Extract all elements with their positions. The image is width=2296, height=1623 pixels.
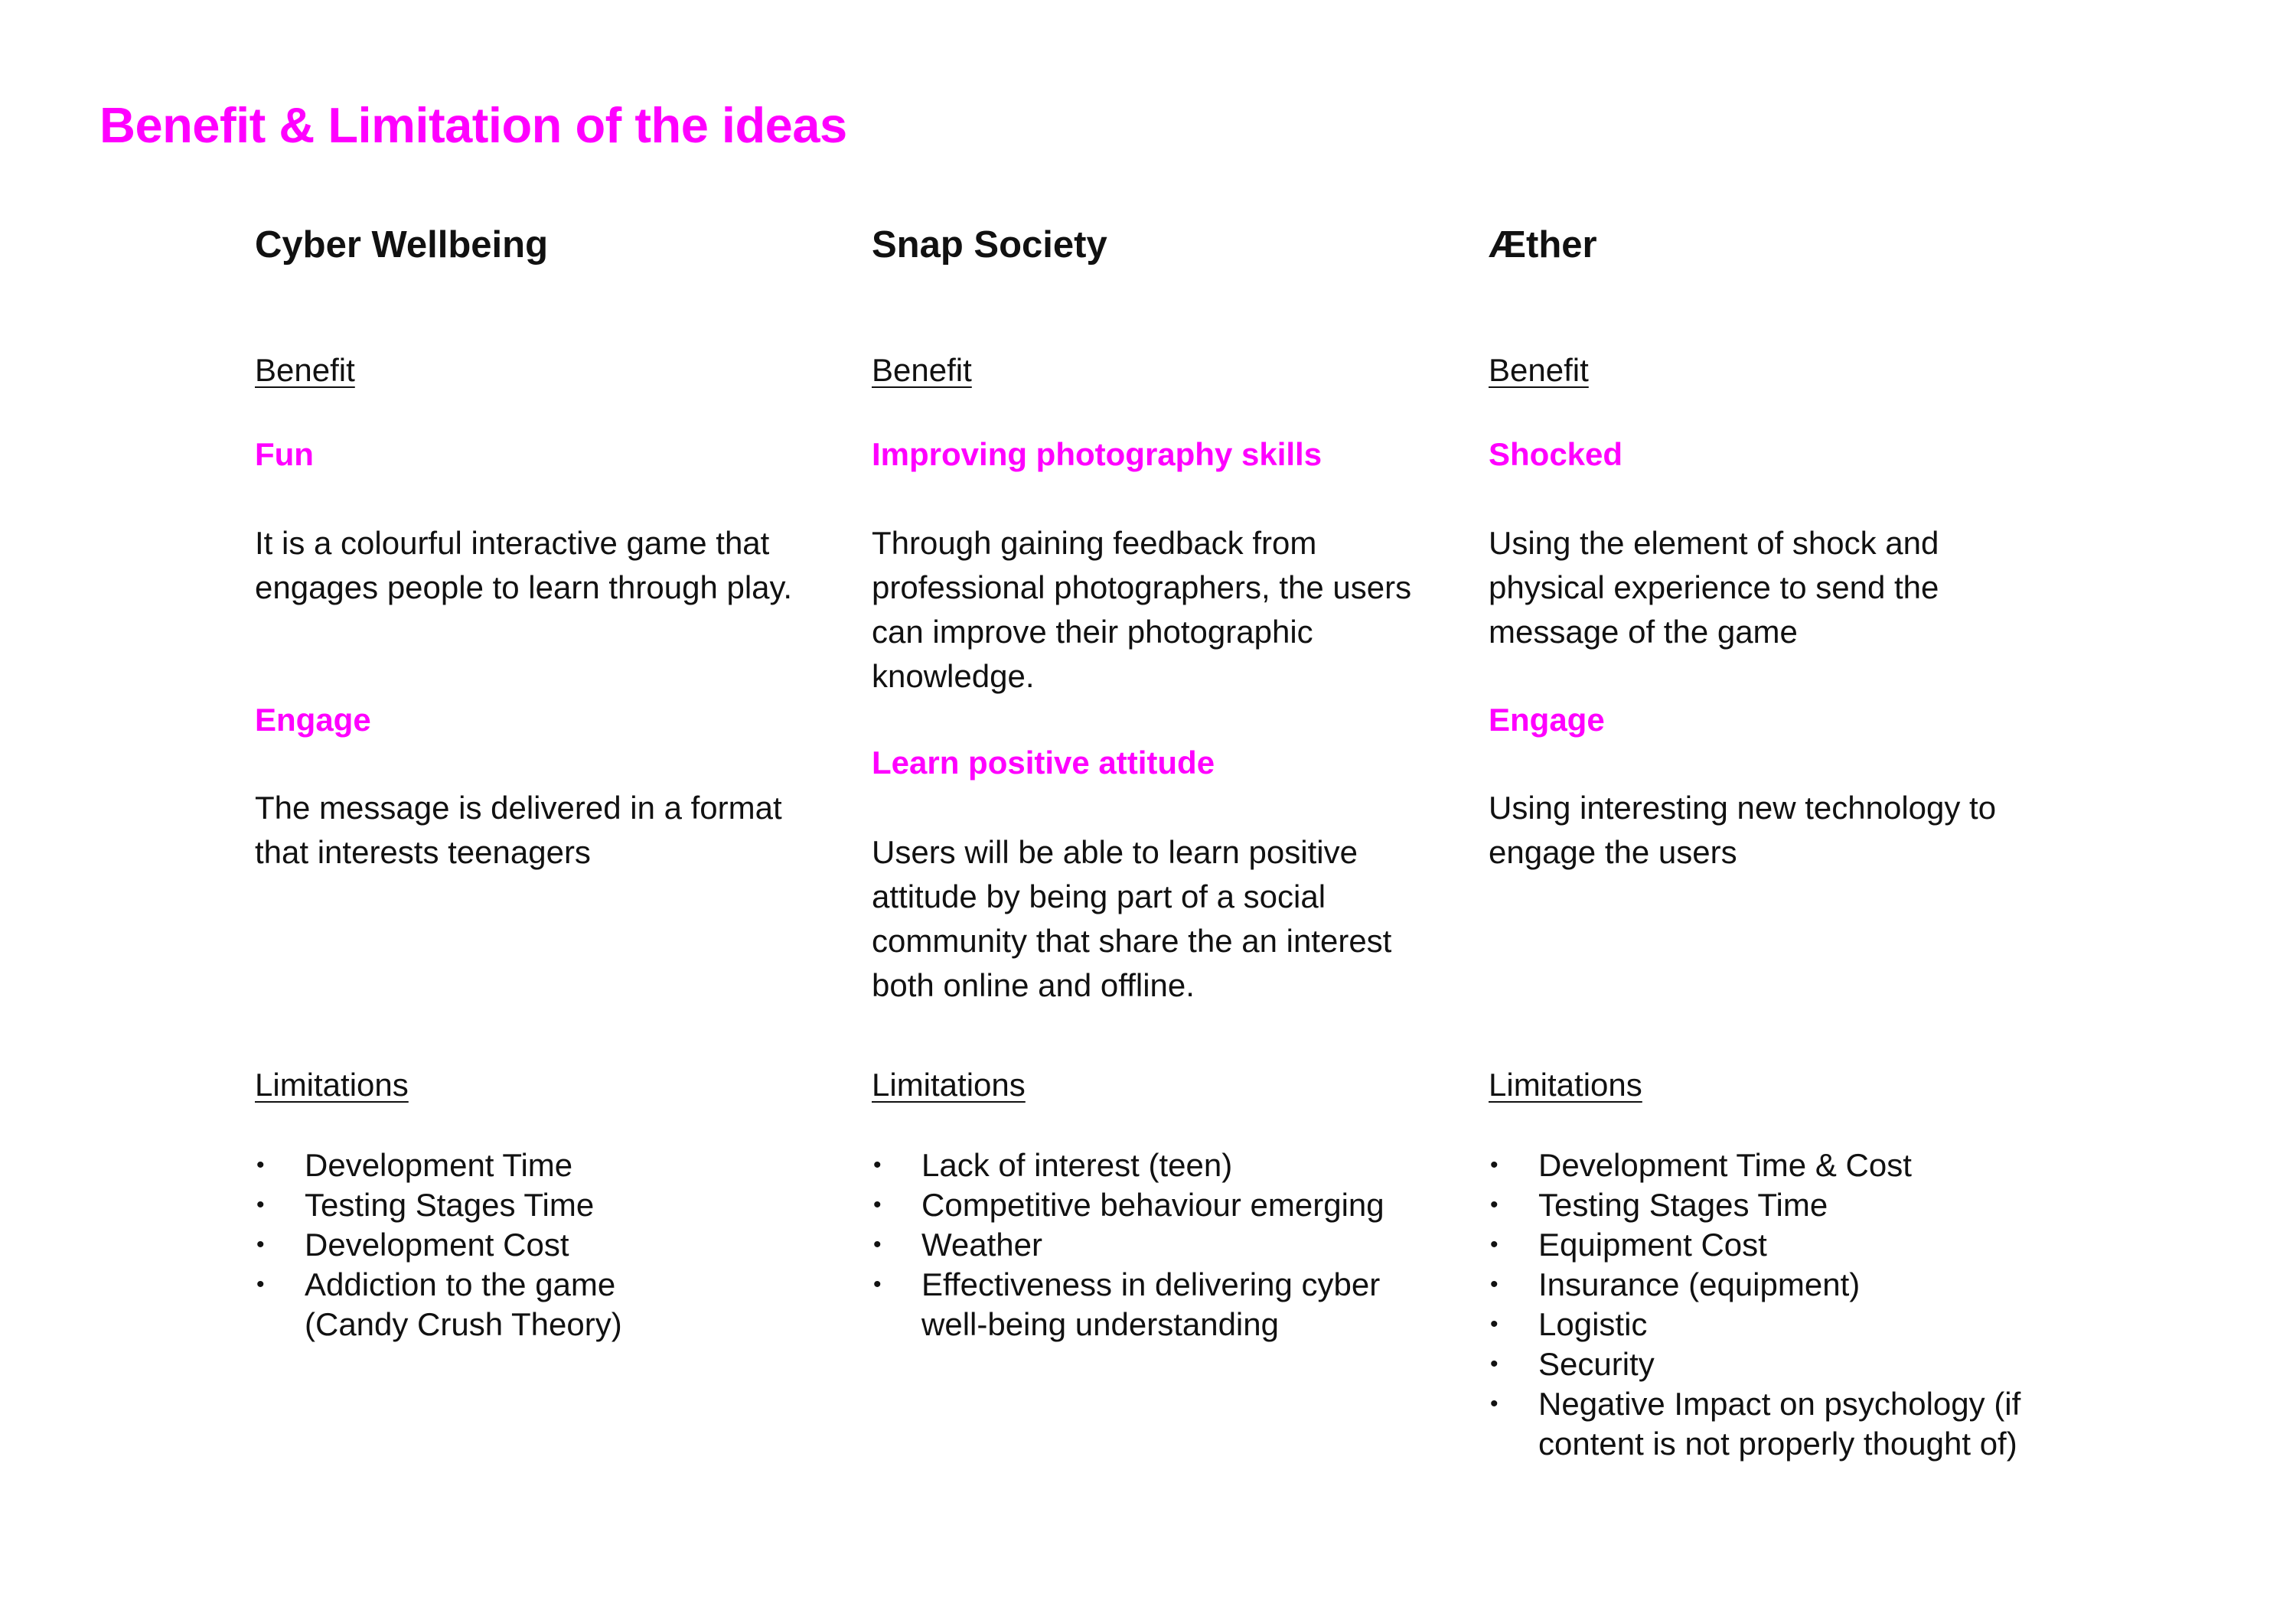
list-item: • Addiction to the game (Candy Crush Theory) <box>256 1266 622 1342</box>
benefit-label: Benefit <box>872 352 972 388</box>
list-item: • Insurance (equipment) <box>1489 1265 2070 1305</box>
benefit-heading: Improving photography skills <box>872 436 1322 472</box>
benefit-text: Using interesting new technology to engage the users <box>1489 790 1997 870</box>
benefit-heading: Engage <box>1489 702 1605 738</box>
column-title: Snap Society <box>872 224 1107 266</box>
column-snap-society <box>872 0 1453 1623</box>
column-title: Æther <box>1489 224 1597 266</box>
bullet-icon: • <box>256 1232 265 1257</box>
list-item: • Weather <box>872 1225 1453 1265</box>
bullet-icon: • <box>1490 1312 1499 1337</box>
bullet-icon: • <box>873 1192 882 1217</box>
list-item: • Development Time & Cost <box>1489 1146 2070 1185</box>
benefit-label: Benefit <box>1489 352 1589 388</box>
bullet-icon: • <box>873 1232 882 1257</box>
limitations-list <box>872 1146 1453 1344</box>
benefit-label: Benefit <box>255 352 355 388</box>
list-item: • Development Time <box>255 1146 837 1185</box>
list-item: • Testing Stages Time <box>255 1185 837 1225</box>
column-aether <box>1489 0 2070 1623</box>
limitations-label: Limitations <box>1489 1067 1642 1103</box>
list-item: • Testing Stages Time <box>1489 1185 2070 1225</box>
list-item: • Development Cost <box>255 1225 837 1265</box>
bullet-icon: • <box>256 1192 265 1217</box>
list-item: • Competitive behaviour emerging <box>872 1185 1453 1225</box>
bullet-icon: • <box>256 1272 265 1297</box>
bullet-icon: • <box>256 1152 265 1178</box>
benefit-heading: Learn positive attitude <box>872 745 1215 781</box>
page-title: Benefit & Limitation of the ideas <box>99 97 847 153</box>
bullet-icon: • <box>873 1272 882 1297</box>
bullet-icon: • <box>1490 1192 1499 1217</box>
benefit-text: The message is delivered in a format that interests teenagers <box>255 790 782 870</box>
benefit-heading: Shocked <box>1489 436 1623 472</box>
limitations-list <box>255 1146 837 1344</box>
benefit-text: It is a colourful interactive game that engages people to learn through play. <box>255 525 793 605</box>
bullet-icon: • <box>1490 1351 1499 1377</box>
column-title: Cyber Wellbeing <box>255 224 549 266</box>
column-cyber-wellbeing <box>255 0 837 1623</box>
list-item: • Security <box>1489 1344 2070 1384</box>
benefit-text: Users will be able to learn positive attitude by being part of a social community that share the an interest both online and offline. <box>872 834 1392 1003</box>
limitations-label: Limitations <box>255 1067 409 1103</box>
benefit-text: Using the element of shock and physical experience to send the message of the game <box>1489 525 1939 650</box>
bullet-icon: • <box>1490 1152 1499 1178</box>
benefit-heading: Engage <box>255 702 371 738</box>
bullet-icon: • <box>1490 1391 1499 1416</box>
bullet-icon: • <box>1490 1232 1499 1257</box>
bullet-icon: • <box>1490 1272 1499 1297</box>
list-item: • Lack of interest (teen) <box>872 1146 1453 1185</box>
list-item: • Effectiveness in delivering cyber well-being understanding <box>873 1266 1381 1342</box>
benefit-text: Through gaining feedback from professional photographers, the users can improve their photographic knowledge. <box>872 525 1412 694</box>
list-item: • Logistic <box>1489 1305 2070 1344</box>
list-item: • Negative Impact on psychology (if content is not properly thought of) <box>1490 1386 2021 1462</box>
limitations-label: Limitations <box>872 1067 1026 1103</box>
benefit-heading: Fun <box>255 436 314 472</box>
list-item: • Equipment Cost <box>1489 1225 2070 1265</box>
bullet-icon: • <box>873 1152 882 1178</box>
limitations-list <box>1489 1146 2070 1464</box>
